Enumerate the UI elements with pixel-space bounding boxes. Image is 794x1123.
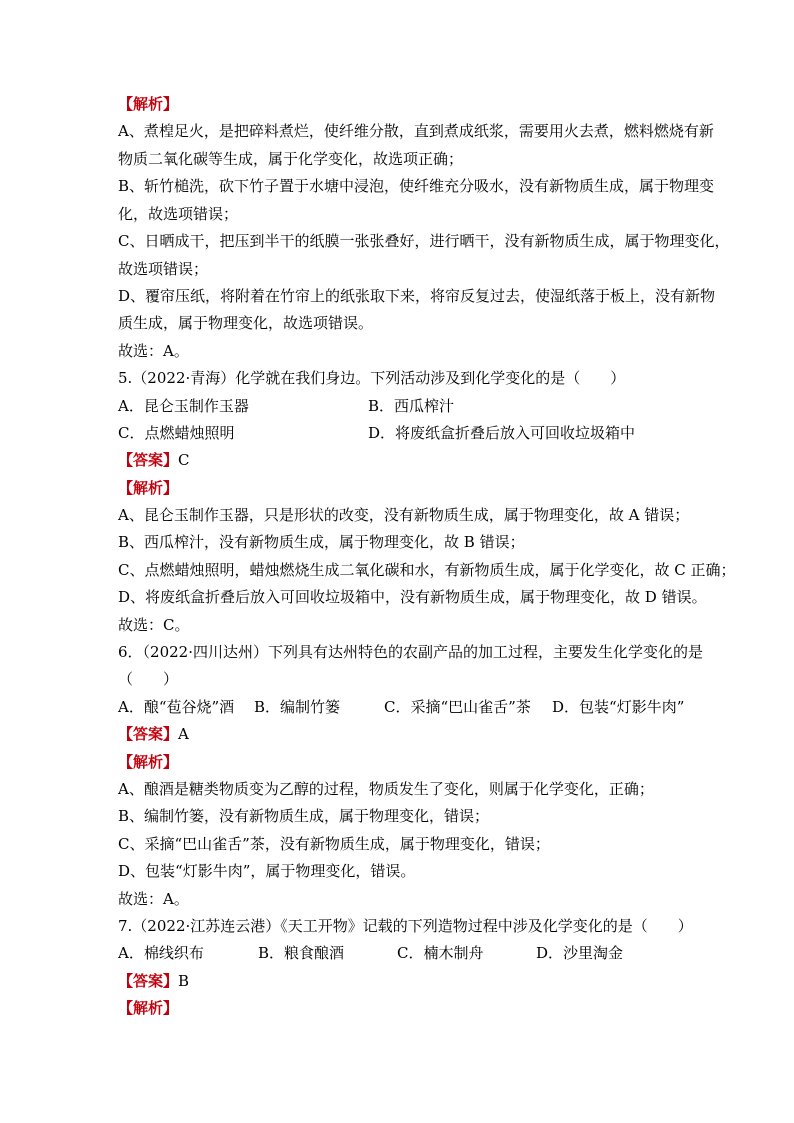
- analysis-line: C、日晒成干，把压到半干的纸膜一张张叠好，进行晒干，没有新物质生成，属于物理变化，: [118, 232, 730, 250]
- answer-value: B: [178, 972, 190, 990]
- analysis-line: D、覆帘压纸，将附着在竹帘上的纸张取下来，将帘反复过去，使湿纸落于板上，没有新物: [118, 287, 716, 305]
- option-d: D．将废纸盒折叠后放入可回收垃圾箱中: [368, 424, 636, 442]
- answer-value: C: [178, 451, 190, 469]
- option-a: A．酿“苞谷烧”酒: [118, 698, 235, 716]
- answer-row: [118, 450, 190, 470]
- question-stem: 7.（2022·江苏连云港）《天工开物》记载的下列造物过程中涉及化学变化的是（ ）: [118, 917, 693, 935]
- answer-row: [118, 724, 189, 744]
- analysis-label: 【解析】: [118, 95, 179, 113]
- analysis-line: C、采摘“巴山雀舌”茶，没有新物质生成，属于物理变化，错误；: [118, 835, 550, 853]
- question-stem: 5.（2022·青海）化学就在我们身边。下列活动涉及到化学变化的是（ ）: [118, 369, 626, 387]
- answer-label: 【答案】: [118, 725, 179, 743]
- analysis-line: A、昆仑玉制作玉器，只是形状的改变，没有新物质生成，属于物理变化，故 A 错误；: [118, 506, 690, 524]
- analysis-line: A、煮楻足火，是把碎料煮烂，使纤维分散，直到煮成纸浆，需要用火去煮，燃料燃烧有新: [118, 122, 714, 140]
- analysis-line: D、将废纸盒折叠后放入可回收垃圾箱中，没有新物质生成，属于物理变化，故 D 错误。: [118, 588, 707, 606]
- analysis-line: A、酿酒是糖类物质变为乙醇的过程，物质发生了变化，则属于化学变化，正确；: [118, 780, 654, 798]
- conclusion: 故选：A。: [118, 342, 189, 360]
- analysis-line: B、编制竹篓，没有新物质生成，属于物理变化，错误；: [118, 807, 490, 825]
- option-d: D．包装“灯影牛肉”: [552, 698, 685, 716]
- analysis-line: 故选项错误；: [118, 260, 209, 278]
- option-a: A．昆仑玉制作玉器: [118, 397, 249, 415]
- analysis-line: 化，故选项错误；: [118, 205, 239, 223]
- analysis-label: 【解析】: [118, 753, 179, 771]
- question-stem: 6．（2022·四川达州）下列具有达州特色的农副产品的加工过程，主要发生化学变化的是: [118, 643, 703, 661]
- option-c: C．点燃蜡烛照明: [118, 424, 235, 442]
- analysis-label: 【解析】: [118, 999, 179, 1017]
- option-c: C．采摘“巴山雀舌”茶: [384, 698, 531, 716]
- analysis-line: 质生成，属于物理变化，故选项错误。: [118, 314, 374, 332]
- option-c: C．楠木制舟: [397, 944, 484, 962]
- analysis-line: D、包装“灯影牛肉”，属于物理变化，错误。: [118, 862, 416, 880]
- answer-label: 【答案】: [118, 972, 179, 990]
- analysis-label: 【解析】: [118, 479, 179, 497]
- answer-label: 【答案】: [118, 451, 179, 469]
- answer-value: A: [178, 725, 189, 743]
- conclusion: 故选：A。: [118, 890, 189, 908]
- option-b: B．粮食酿酒: [258, 944, 345, 962]
- analysis-line: B、西瓜榨汁，没有新物质生成，属于物理变化，故 B 错误；: [118, 533, 525, 551]
- option-d: D．沙里淘金: [536, 944, 624, 962]
- option-a: A．棉线织布: [118, 944, 204, 962]
- analysis-line: B、斩竹槌洗，砍下竹子置于水塘中浸泡，使纤维充分吸水，没有新物质生成，属于物理变: [118, 177, 715, 195]
- option-b: B．编制竹篓: [254, 698, 341, 716]
- analysis-line: C、点燃蜡烛照明，蜡烛燃烧生成二氧化碳和水，有新物质生成，属于化学变化，故 C 正确；: [118, 561, 736, 579]
- answer-row: [118, 971, 189, 991]
- conclusion: 故选：C。: [118, 616, 190, 634]
- option-b: B．西瓜榨汁: [368, 397, 455, 415]
- question-stem-cont: （ ）: [118, 670, 179, 688]
- analysis-line: 物质二氧化碳等生成，属于化学变化，故选项正确；: [118, 150, 464, 168]
